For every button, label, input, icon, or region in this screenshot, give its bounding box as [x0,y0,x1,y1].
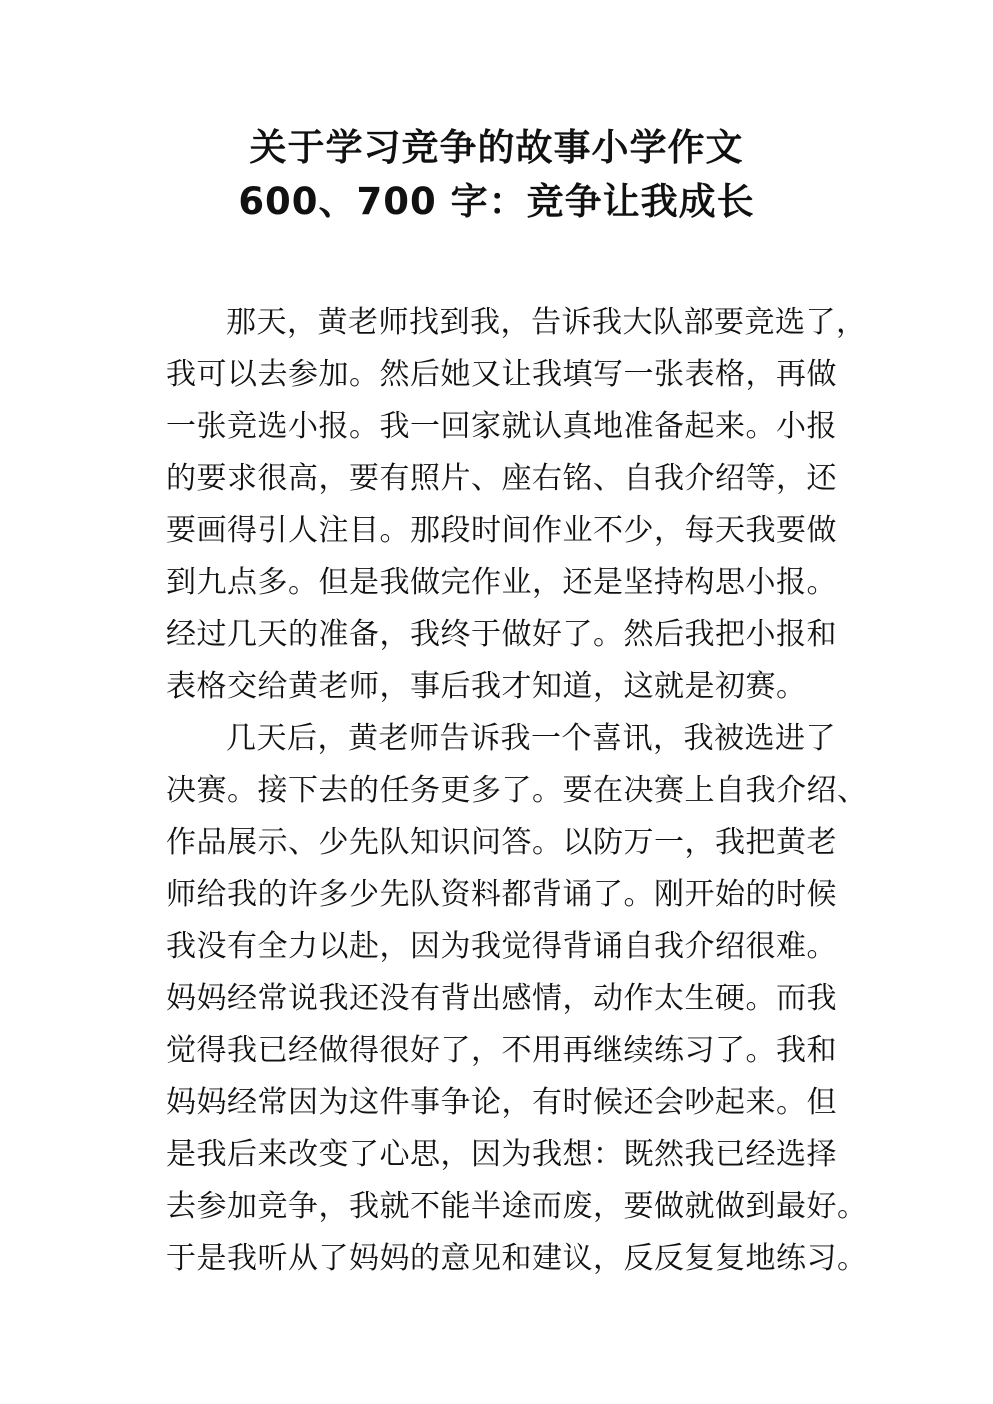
text-line: 经过几天的准备，我终于做好了。然后我把小报和 [166,617,837,652]
text-line: 一张竞选小报。我一回家就认真地准备起来。小报 [166,409,837,444]
text-line: 到九点多。但是我做完作业，还是坚持构思小报。 [166,565,837,600]
text-line: 师给我的许多少先队资料都背诵了。刚开始的时候 [166,877,837,912]
text-line: 作品展示、少先队知识问答。以防万一，我把黄老 [166,825,837,860]
text-line: 的要求很高，要有照片、座右铭、自我介绍等，还 [166,461,837,496]
text-line: 觉得我已经做得很好了，不用再继续练习了。我和 [166,1033,837,1068]
text-line: 那天，黄老师找到我，告诉我大队部要竞选了， [226,305,867,340]
text-line: 要画得引人注目。那段时间作业不少，每天我要做 [166,513,837,548]
text-line: 几天后，黄老师告诉我一个喜讯，我被选进了 [226,721,836,756]
text-line: 妈妈经常因为这件事争论，有时候还会吵起来。但 [166,1085,837,1120]
text-line: 决赛。接下去的任务更多了。要在决赛上自我介绍、 [166,773,868,808]
text-line: 于是我听从了妈妈的意见和建议，反反复复地练习。 [166,1241,868,1276]
text-line: 表格交给黄老师，事后我才知道，这就是初赛。 [166,669,807,704]
document-title-line-1: 关于学习竞争的故事小学作文 [249,126,744,169]
text-line: 我没有全力以赴，因为我觉得背诵自我介绍很难。 [166,929,837,964]
text-line: 妈妈经常说我还没有背出感情，动作太生硬。而我 [166,981,837,1016]
document-title-line-2: 600、700 字：竞争让我成长 [238,180,755,223]
text-line: 去参加竞争，我就不能半途而废，要做就做到最好。 [166,1189,868,1224]
text-line: 我可以去参加。然后她又让我填写一张表格，再做 [166,357,837,392]
text-line: 是我后来改变了心思，因为我想：既然我已经选择 [166,1137,837,1172]
